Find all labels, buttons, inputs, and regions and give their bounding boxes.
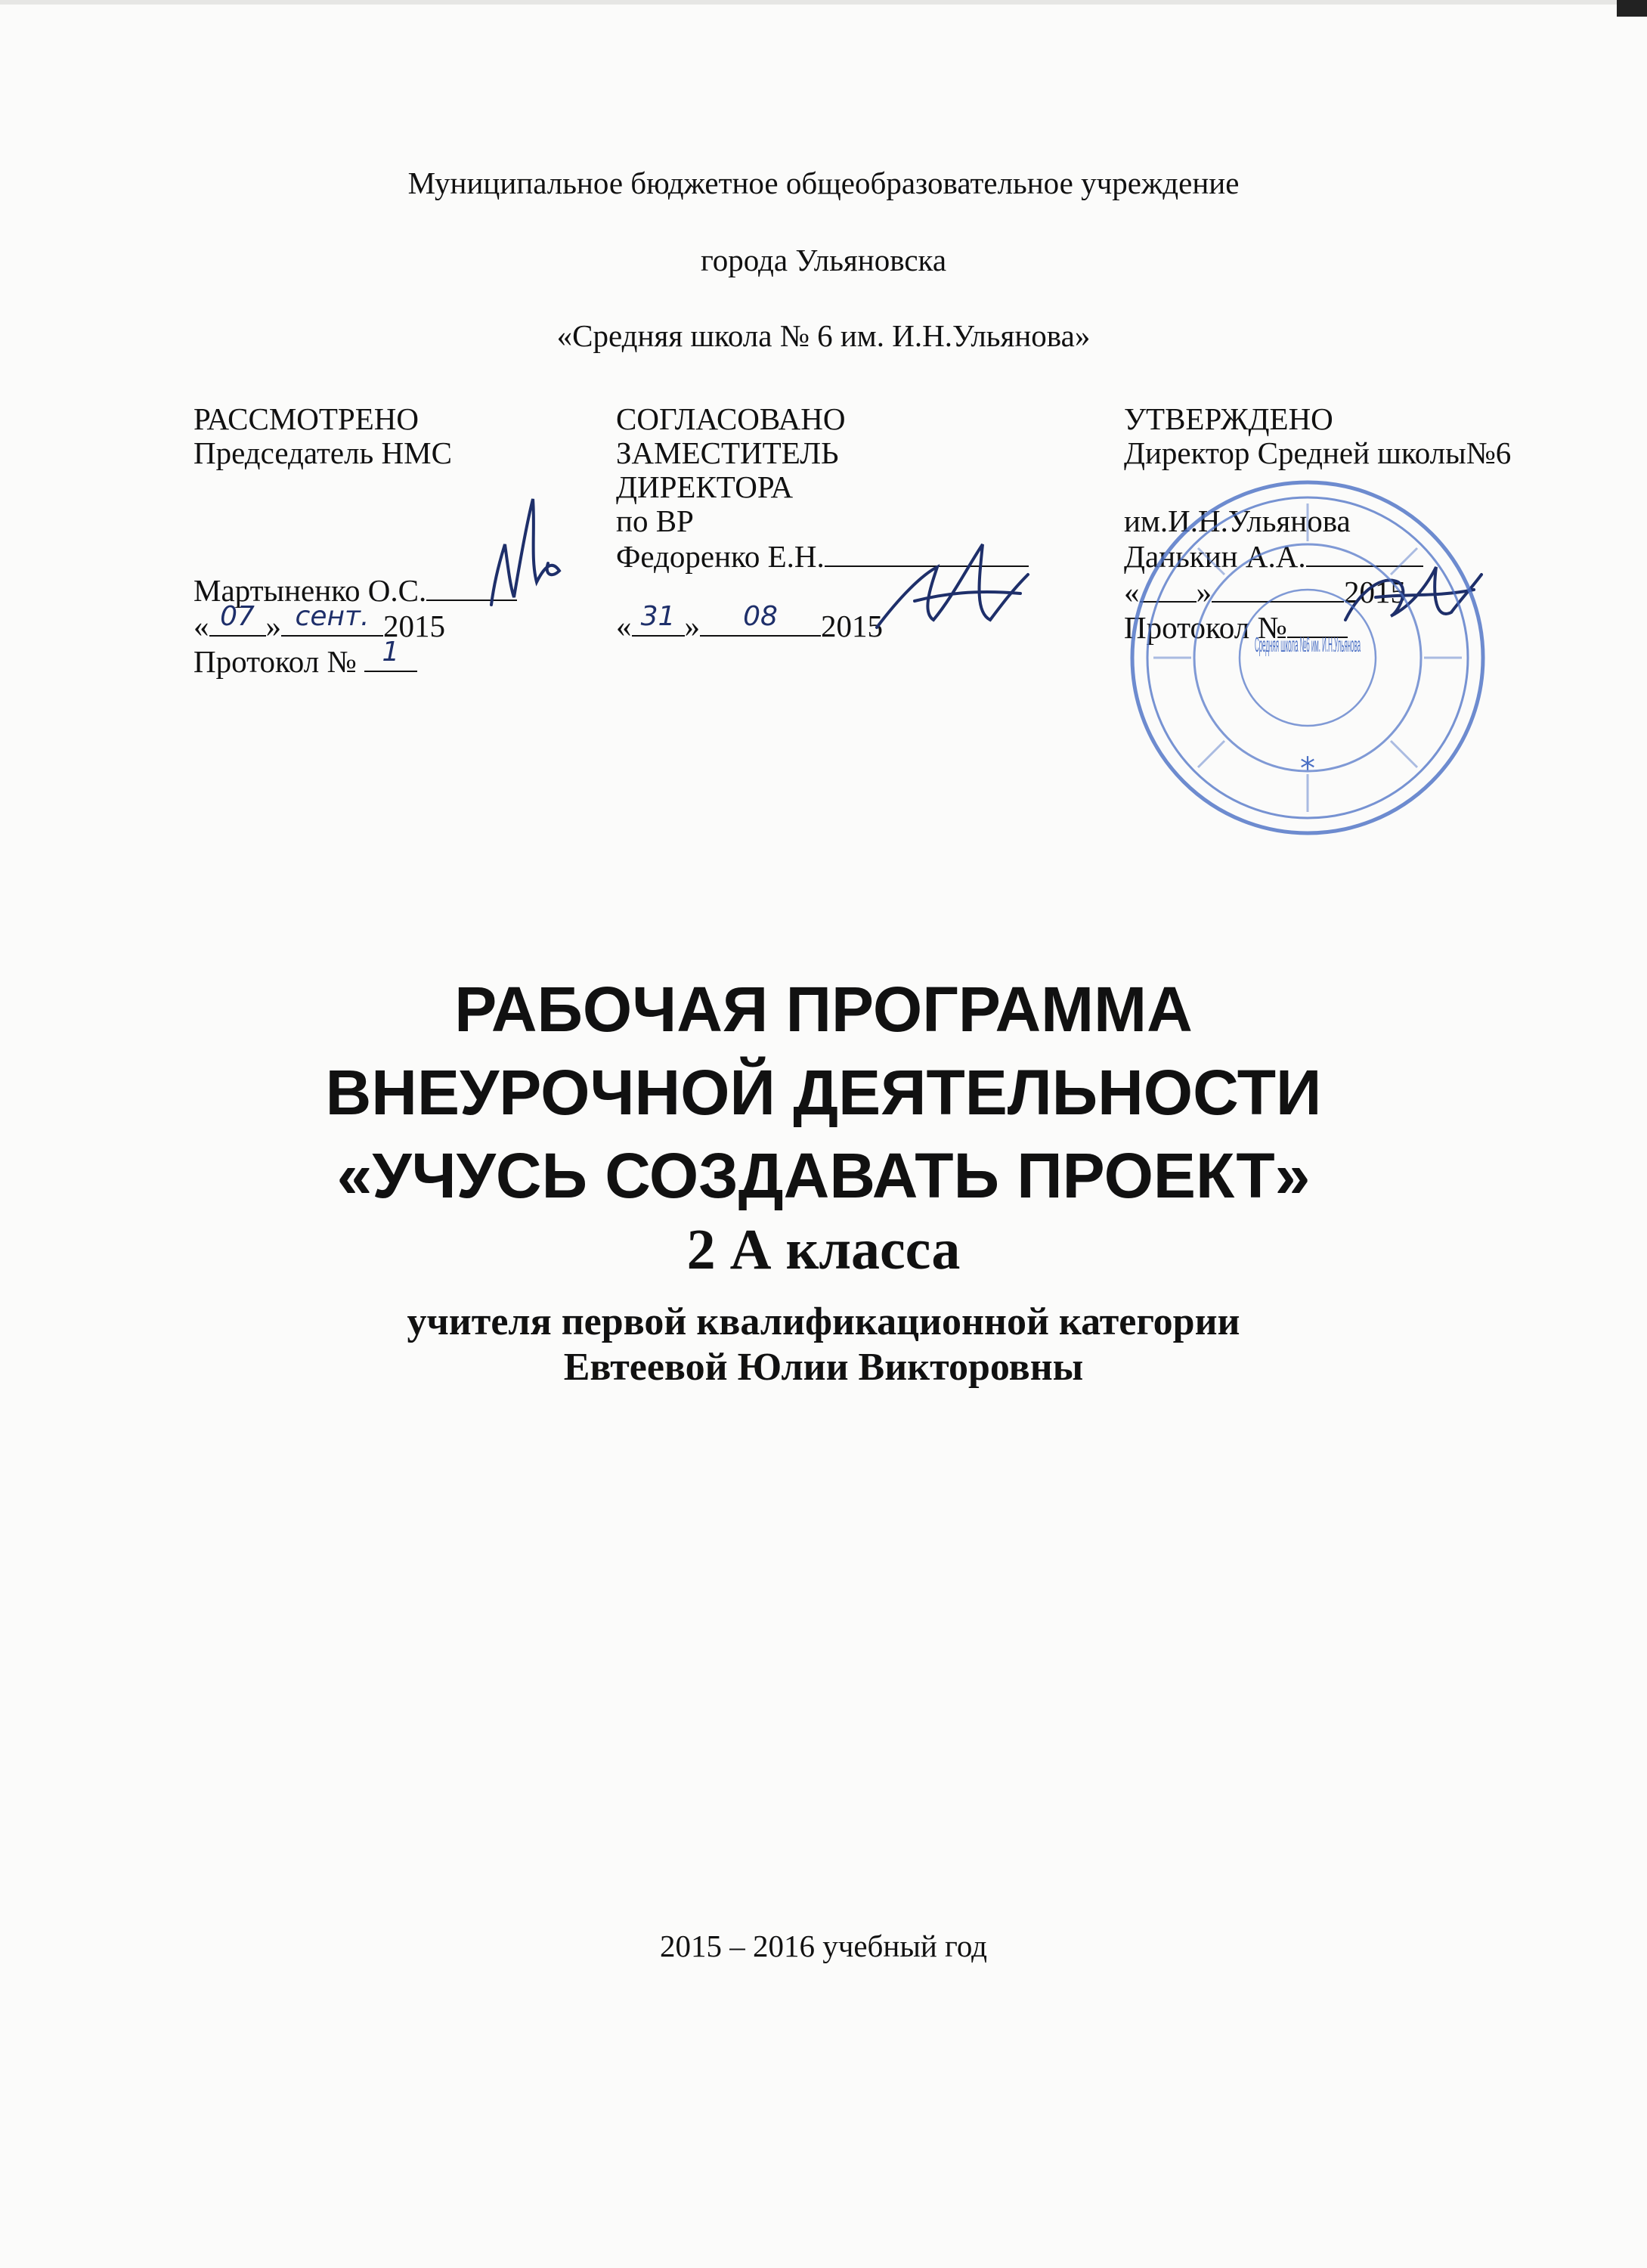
reviewed-name: Мартыненко О.С. <box>193 573 427 608</box>
agreed-title: СОГЛАСОВАНО <box>616 401 846 436</box>
program-title-2: ВНЕУРОЧНОЙ ДЕЯТЕЛЬНОСТИ <box>325 1057 1322 1128</box>
stamp-text: Средняя школа №6 им. И.Н.Ульянова <box>1255 633 1361 656</box>
academic-year: 2015 – 2016 учебный год <box>659 1929 988 1963</box>
reviewed-day: 07 <box>220 601 255 632</box>
institution-line-1: Муниципальное бюджетное общеобразовательное учреждение <box>407 166 1240 200</box>
approved-role-1: Директор Средней школы№6 <box>1124 435 1512 470</box>
reviewed-title: РАССМОТРЕНО <box>193 401 419 436</box>
reviewed-year: 2015 <box>383 609 445 643</box>
agreed-name: Федоренко Е.Н. <box>616 539 825 574</box>
approved-role-2: им.И.Н.Ульянова <box>1124 503 1351 538</box>
reviewed-protocol-number: 1 <box>382 637 400 668</box>
approved-name: Данькин А.А. <box>1124 539 1306 574</box>
program-grade: 2 А класса <box>686 1218 961 1281</box>
official-stamp <box>1126 476 1489 839</box>
agreed-month: 08 <box>743 601 778 632</box>
program-title-3: «УЧУСЬ СОЗДАВАТЬ ПРОЕКТ» <box>336 1140 1311 1211</box>
signature-agreed <box>869 529 1043 643</box>
approval-reviewed <box>193 402 517 679</box>
agreed-role-2: ДИРЕКТОРА <box>616 469 794 504</box>
scan-corner-mark <box>1617 0 1647 17</box>
agreed-role-3: по ВР <box>616 503 694 538</box>
agreed-year: 2015 <box>821 609 883 643</box>
stamp-star-icon: * <box>1300 751 1315 786</box>
institution-line-3: «Средняя школа № 6 им. И.Н.Ульянова» <box>556 318 1091 353</box>
reviewed-month: сент. <box>295 601 370 632</box>
agreed-date: « 31 » 08 2015 <box>616 601 883 643</box>
approved-title: УТВЕРЖДЕНО <box>1124 401 1333 436</box>
institution-line-2: города Ульяновска <box>700 243 947 277</box>
reviewed-date: « 07 » сент. 2015 <box>193 601 445 643</box>
signature-reviewed <box>476 484 582 620</box>
teacher-line-2: Евтеевой Юлии Викторовны <box>563 1346 1084 1389</box>
reviewed-role: Председатель НМС <box>193 435 452 470</box>
approved-date: « » 2015 <box>1124 575 1406 609</box>
reviewed-protocol: Протокол № 1 <box>193 643 517 679</box>
agreed-day: 31 <box>640 601 676 632</box>
program-title-1: РАБОЧАЯ ПРОГРАММА <box>454 974 1193 1045</box>
approved-year: 2015 <box>1344 575 1406 609</box>
scan-edge <box>0 0 1647 5</box>
agreed-role-1: ЗАМЕСТИТЕЛЬ <box>616 435 839 470</box>
approved-protocol: Протокол № <box>1124 609 1511 645</box>
teacher-line-1: учителя первой квалификационной категории <box>407 1300 1240 1343</box>
